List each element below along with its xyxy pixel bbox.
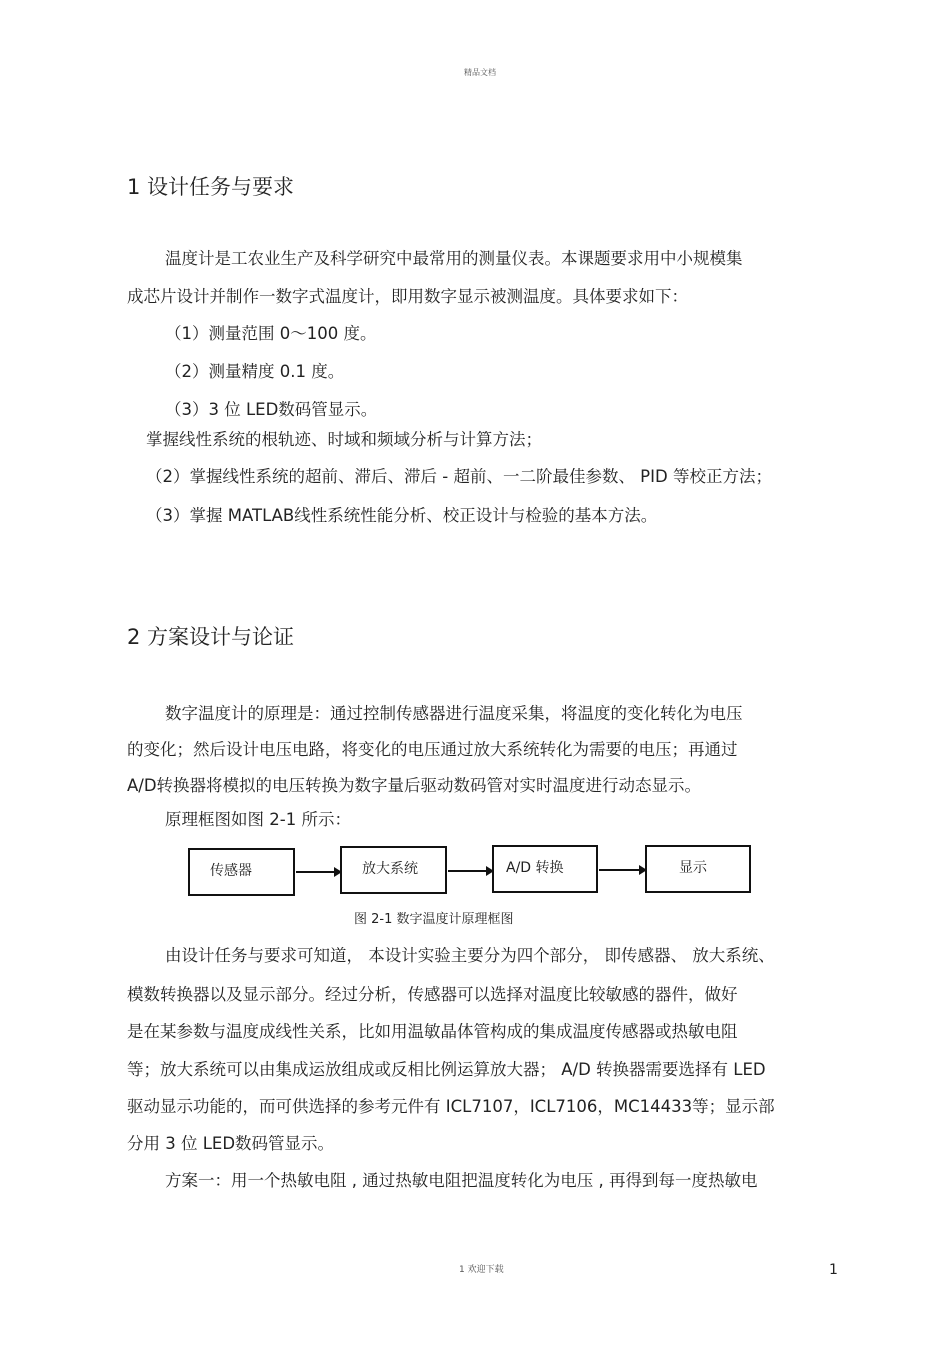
arrow-3 [599,869,645,871]
s2-para2-line3: 是在某参数与温度成线性关系，比如用温敏晶体管构成的集成温度传感器或热敏电阻 [127,1022,738,1041]
s1-item-3: （3）3 位 LED数码管显示。 [165,400,378,419]
s2-para1-line2: 的变化；然后设计电压电路，将变化的电压通过放大系统转化为需要的电压；再通过 [127,740,738,759]
page-number: 1 [829,1262,838,1278]
s2-para2-line2: 模数转换器以及显示部分。经过分析，传感器可以选择对温度比较敏感的器件，做好 [127,985,738,1004]
block-amplifier-label: 放大系统 [362,861,418,877]
block-sensor [188,848,295,896]
s1-extra-2: （2）掌握线性系统的超前、滞后、滞后 - 超前、一二阶最佳参数、 PID 等校正方法； [146,467,772,486]
block-display [645,845,751,893]
s2-para2-line7: 方案一：用一个热敏电阻 , 通过热敏电阻把温度转化为电压 , 再得到每一度热敏电 [165,1171,758,1190]
s2-para2-line1: 由设计任务与要求可知道， 本设计实验主要分为四个部分， 即传感器、 放大系统、 [165,946,775,965]
s2-para1-line4: 原理框图如图 2-1 所示： [165,810,351,829]
block-ad-converter-label: A/D 转换 [506,860,564,876]
section1-title: 1 设计任务与要求 [127,175,295,199]
s1-item-2: （2）测量精度 0.1 度。 [165,362,345,381]
s2-para1-line1: 数字温度计的原理是：通过控制传感器进行温度采集，将温度的变化转化为电压 [165,704,743,723]
s1-para-line2: 成芯片设计并制作一数字式温度计，即用数字显示被测温度。具体要求如下： [127,287,688,306]
s1-extra-3: （3）掌握 MATLAB线性系统性能分析、校正设计与检验的基本方法。 [146,506,658,525]
section2-title: 2 方案设计与论证 [127,625,295,649]
s1-item-1: （1）测量范围 0～100 度。 [165,324,377,343]
s2-para2-line6: 分用 3 位 LED数码管显示。 [127,1134,335,1153]
s2-para1-line3: A/D转换器将模拟的电压转换为数字量后驱动数码管对实时温度进行动态显示。 [127,776,702,795]
page-header: 精品文档 [464,68,496,77]
block-display-label: 显示 [679,860,707,876]
s1-para-line1: 温度计是工农业生产及科学研究中最常用的测量仪表。本课题要求用中小规模集 [165,249,743,268]
block-sensor-label: 传感器 [210,863,252,879]
s1-extra-1: 掌握线性系统的根轨迹、时域和频域分析与计算方法； [146,430,542,449]
block-amplifier [340,846,447,894]
figure-caption: 图 2-1 数字温度计原理框图 [354,912,514,927]
block-ad-converter [492,845,598,893]
footer-download: 1 欢迎下载 [459,1265,504,1275]
arrow-2 [448,870,492,872]
s2-para2-line5: 驱动显示功能的，而可供选择的参考元件有 ICL7107，ICL7106，MC14433等；显示部 [127,1097,775,1116]
s2-para2-line4: 等；放大系统可以由集成运放组成或反相比例运算放大器； A/D 转换器需要选择有 LED [127,1060,766,1079]
arrow-1 [296,871,340,873]
